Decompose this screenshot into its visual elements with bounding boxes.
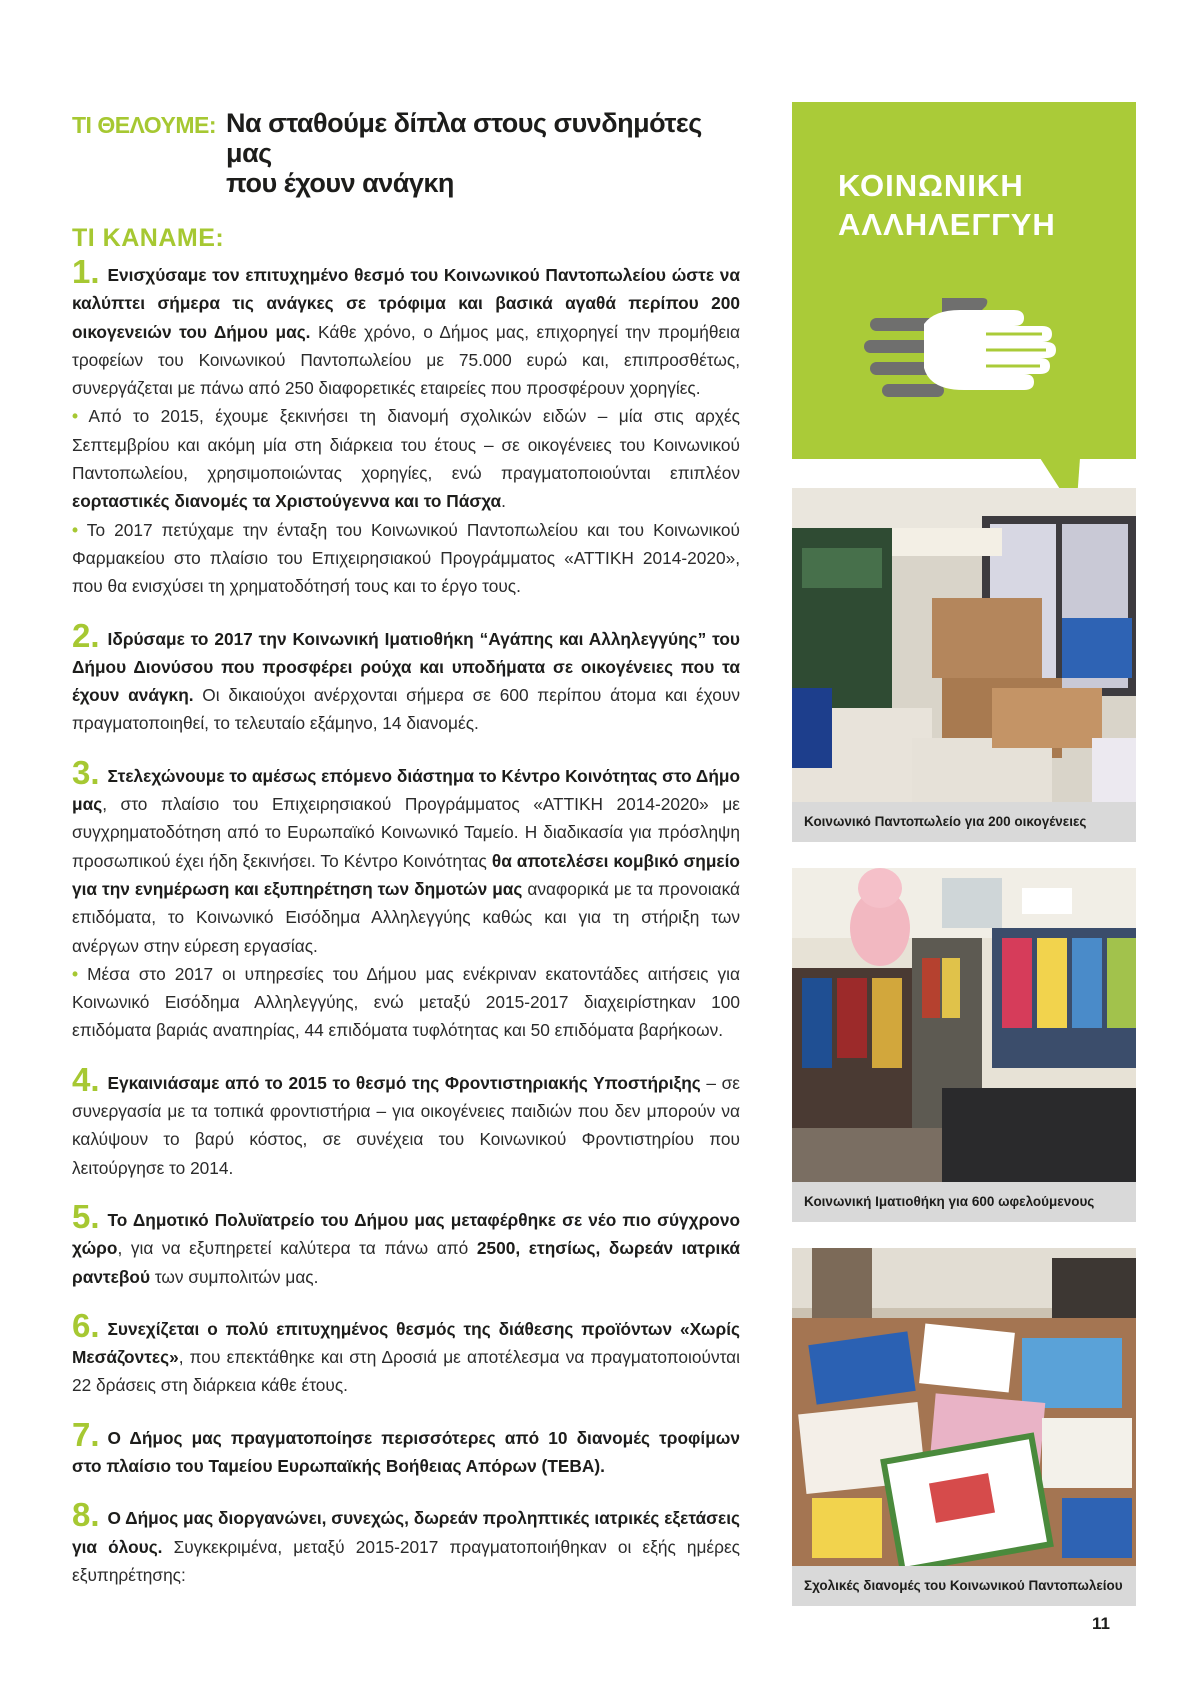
photo-caption-2: Κοινωνική Ιματιοθήκη για 600 ωφελούμενους — [792, 1182, 1136, 1222]
section-number: 3. — [72, 753, 100, 791]
section-6 — [72, 1306, 740, 1400]
section-2 — [72, 616, 740, 738]
photo-school-supplies — [792, 1248, 1136, 1566]
section-5 — [72, 1197, 741, 1291]
section-number: 1. — [72, 253, 100, 290]
want-label: ΤΙ ΘΕΛΟΥΜΕ: — [72, 112, 217, 138]
section-8-paragraph: 8. Ο Δήμος μας διοργανώνει, συνεχώς, δωρεάν προληπτικές ιατρικές εξετάσεις για όλους. Συγκεκριμένα, μεταξύ 2015-2017 πραγματοποιήθηκαν οι εξής ημέρες εξυπηρέτησης: — [72, 1496, 741, 1585]
bullet-icon: • — [72, 963, 79, 984]
photo-caption-1: Κοινωνικό Παντοπωλείο για 200 οικογένειες — [792, 802, 1136, 842]
section-3-bullet-1: • Μέσα στο 2017 οι υπηρεσίες του Δήμου μας ενέκριναν εκατοντάδες αιτήσεις για Κοινωνικό Εισόδημα Αλληλεγγύης, ενώ μεταξύ 2015-2017 διαχειρίστηκαν 100 επιδόματα βαριάς αναπηρίας, 44 επιδόματα τυφλότητας και 50 επιδόματα βαρήκοων. — [72, 963, 740, 1041]
section-number: 4. — [72, 1060, 100, 1098]
section-4-paragraph: 4. Εγκαινιάσαμε από το 2015 το θεσμό της Φροντιστηριακής Υποστήριξης – σε συνεργασία με τα τοπικά φροντιστήρια – για οικογένειες παιδιών που δεν μπορούν να καλύψουν το βαρύ κόστος, σε συνέχεια του Κοινωνικού Φροντιστηρίου που λειτούργησε το 2014. — [72, 1060, 740, 1178]
bullet-icon: • — [72, 406, 79, 427]
section-number: 5. — [72, 1197, 100, 1235]
main-column — [72, 108, 740, 1613]
section-1 — [72, 253, 740, 601]
section-4 — [72, 1060, 740, 1182]
category-title: ΚΟΙΝΩΝΙΚΗ ΑΛΛΗΛΕΓΓΥΗ — [838, 168, 1056, 242]
section-number: 6. — [72, 1306, 100, 1344]
category-box — [792, 102, 1136, 459]
section-1-bullet-2: • Το 2017 πετύχαμε την ένταξη του Κοινωνικού Παντοπωλείου και του Κοινωνικού Φαρμακείου στο πλαίσιο του Επιχειρησιακού Προγράμματος «ΑΤΤΙΚΗ 2014-2020», που θα ενισχύσει τη χρηματοδότησή τους και το έργο τους. — [72, 519, 740, 597]
photo-caption-3: Σχολικές διανομές του Κοινωνικού Παντοπωλείου — [792, 1566, 1136, 1606]
section-7 — [72, 1415, 740, 1481]
headline-want — [72, 108, 740, 198]
photo-clothes-store — [792, 868, 1136, 1182]
done-label: ΤΙ ΚΑΝΑΜΕ: — [72, 224, 225, 252]
section-number: 2. — [72, 616, 100, 654]
section-5-paragraph: 5. Το Δημοτικό Πολυϊατρείο του Δήμου μας μεταφέρθηκε σε νέο πιο σύγχρονο χώρο, για να εξυπηρετεί καλύτερα τα πάνω από 2500, ετησίως, δωρεάν ιατρικά ραντεβού των συμπολιτών μας. — [72, 1197, 741, 1287]
want-text: Να σταθούμε δίπλα στους συνδημότες μας που έχουν ανάγκη — [226, 108, 702, 198]
section-8 — [72, 1496, 741, 1589]
section-2-paragraph: 2. Ιδρύσαμε το 2017 την Κοινωνική Ιματιοθήκη “Αγάπης και Αλληλεγγύης” του Δήμου Διονύσου που προσφέρει ρούχα και υποδήματα σε οικογένειες που τα έχουν ανάγκη. Οι δικαιούχοι ανέρχονται σήμερα σε 600 περίπου άτομα και έχουν πραγματοποιηθεί, το τελευταίο εξάμηνο, 14 διανομές. — [72, 616, 740, 734]
section-1-bullet-1: • Από το 2015, έχουμε ξεκινήσει τη διανομή σχολικών ειδών – μία στις αρχές Σεπτεμβρίου και ακόμη μία στη διάρκεια του έτους – σε οικογένειες του Κοινωνικού Παντοπωλείου, χρησιμοποιώντας χορηγίες, ενώ πραγματοποιούνται επιπλέον εορταστικές διανομές τα Χριστούγεννα και το Πάσχα. — [72, 406, 740, 512]
section-7-paragraph: 7. Ο Δήμος μας πραγματοποίησε περισσότερες από 10 διανομές τροφίμων στο πλαίσιο του Ταμείου Ευρωπαϊκής Βοήθειας Απόρων (ΤΕΒΑ). — [72, 1415, 740, 1476]
page-number: 11 — [1092, 1614, 1110, 1633]
section-number: 8. — [72, 1496, 100, 1534]
section-1-paragraph: 1. Ενισχύσαμε τον επιτυχημένο θεσμό του Κοινωνικού Παντοπωλείου ώστε να καλύπτει σήμερα τις ανάγκες σε τρόφιμα και βασικά αγαθά περίπου 200 οικογενειών του Δήμου μας. Κάθε χρόνο, ο Δήμος μας, επιχορηγεί την προμήθεια τροφείων του Κοινωνικού Παντοπωλείου με 75.000 ευρώ και, επιπροσθέτως, συνεργάζεται με πάνω από 250 διαφορετικές εταιρείες που προσφέρουν χορηγίες. — [72, 253, 740, 399]
helping-hand-icon — [864, 288, 1064, 408]
section-3 — [72, 753, 740, 1045]
section-6-paragraph: 6. Συνεχίζεται ο πολύ επιτυχημένος θεσμός της διάθεσης προϊόντων «Χωρίς Μεσάζοντες», που επεκτάθηκε και στη Δροσιά με αποτέλεσμα να πραγματοποιούνται 22 δράσεις στη διάρκεια κάθε έτους. — [72, 1306, 740, 1396]
bullet-icon: • — [72, 519, 79, 540]
section-number: 7. — [72, 1415, 100, 1453]
section-3-paragraph: 3. Στελεχώνουμε το αμέσως επόμενο διάστημα το Κέντρο Κοινότητας στο Δήμο μας, στο πλαίσιο του Επιχειρησιακού Προγράμματος «ΑΤΤΙΚΗ 2014-2020» με συγχρηματοδότηση από το Ευρωπαϊκό Κοινωνικό Ταμείο. Η διαδικασία για πρόσληψη προσωπικού έχει ήδη ξεκινήσει. Το Κέντρο Κοινότητας θα αποτελέσει κομβικό σημείο για την ενημέρωση και εξυπηρέτηση των δημοτών μας αναφορικά με τα προνοιακά επιδόματα, το Κοινωνικό Εισόδημα Αλληλεγγύης καθώς και για τη στήριξη των ανέργων στην εύρεση εργασίας. — [72, 753, 740, 956]
photo-grocery — [792, 488, 1136, 802]
